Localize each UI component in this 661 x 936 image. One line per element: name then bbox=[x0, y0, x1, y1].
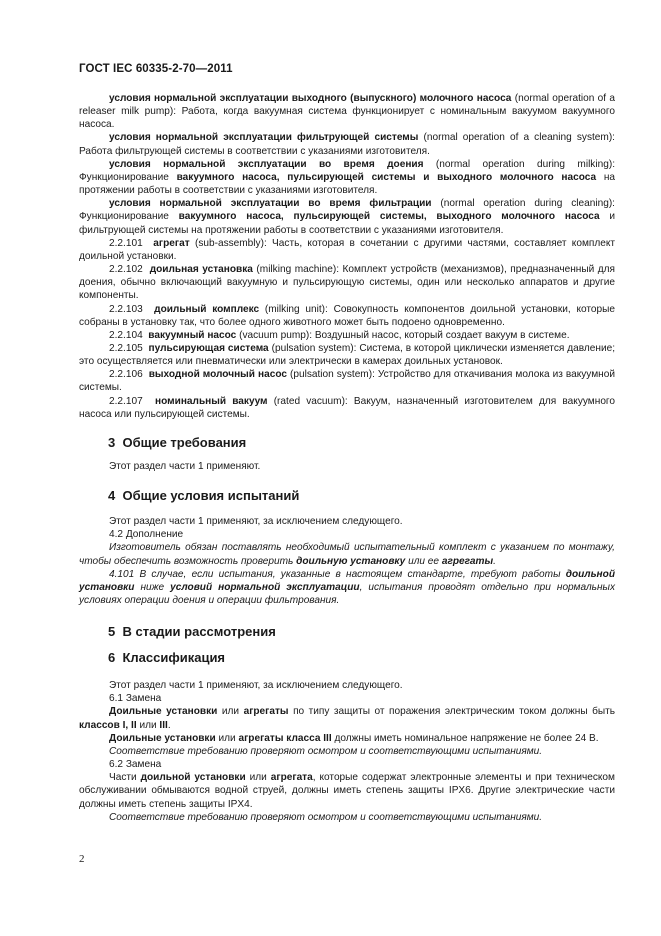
clause-4-2-text: Изготовитель обязан поставлять необходимый испытательный комплект с указанием по монтажу, чтобы обеспечить возможность проверить доильную установку или ее агрегаты. bbox=[79, 542, 615, 567]
clause-6-2-compliance: Соответствие требованию проверяют осмотром и соответствующими испытаниями. bbox=[109, 811, 543, 823]
definition-2-2-105: 2.2.105 пульсирующая система (pulsation system): Система, в которой циклически изменяется давление; это осуществляется или пневматически или электрически в камерах доильных установок. bbox=[79, 342, 616, 368]
definition-2-2-107: 2.2.107 номинальный вакуум (rated vacuum): Вакуум, назначенный изготовителем для вакуумного насоса или пульсирующей системы. bbox=[79, 395, 616, 420]
clause-6-1-text-1: Доильные установки или агрегаты по типу защиты от поражения электрическим током должны быть классов I, II или III. bbox=[79, 706, 615, 731]
section-6-intro: Этот раздел части 1 применяют, за исключением следующего. bbox=[109, 680, 403, 692]
clause-6-2-text: Части доильной установки или агрегата, которые содержат электронные элементы и при техническом обслуживании обмываются водной струей, должны иметь степень защиты IPX6. Другие электрические части должны иметь степень защиты IPX4. bbox=[79, 772, 615, 810]
clause-6-1-compliance: Соответствие требованию проверяют осмотром и соответствующими испытаниями. bbox=[109, 745, 543, 757]
definition-2-2-103: 2.2.103 доильный комплекс (milking unit): Совокупность компонентов доильной установки, которые собраны в установку так, что более одного животного может быть подоено одновременно. bbox=[79, 303, 615, 328]
definition-2-2-104: 2.2.104 вакуумный насос (vacuum pump): Воздушный насос, который создает вакуум в системе. bbox=[109, 329, 570, 341]
section-3-text: Этот раздел части 1 применяют. bbox=[109, 460, 261, 472]
document-body bbox=[79, 92, 615, 824]
section-6-heading: 6 Классификация bbox=[108, 650, 226, 666]
definition-2-2-101: 2.2.101 агрегат (sub-assembly): Часть, которая в сочетании с другими частями, составляет комплект доильной установки. bbox=[79, 237, 616, 262]
clause-6-1-text-2: Доильные установки или агрегаты класса III должны иметь номинальное напряжение не более 24 В. bbox=[109, 732, 599, 744]
definition-releaser-pump-operation: условия нормальной эксплуатации выходного (выпускного) молочного насоса (normal operation of a releaser milk pump): Работа, когда вакуумная система функционирует с номинальным вакуумом вакуумного насоса. bbox=[79, 93, 615, 131]
section-5-heading: 5 В стадии рассмотрения bbox=[108, 624, 276, 640]
section-3-heading: 3 Общие требования bbox=[108, 434, 247, 450]
definition-2-2-102: 2.2.102 доильная установка (milking machine): Комплект устройств (механизмов), предназначенный для доения, обычно включающий вакуумную и пульсирующую системы, один или несколько аппаратов и другие компоненты. bbox=[79, 264, 616, 302]
clause-6-1-title: 6.1 Замена bbox=[109, 693, 162, 705]
clause-4-2-title: 4.2 Дополнение bbox=[109, 529, 184, 541]
document-header: ГОСТ IEC 60335-2-70—2011 bbox=[79, 63, 233, 75]
clause-4-101-text: 4.101 В случае, если испытания, указанные в настоящем стандарте, требуют работы доильной установки ниже условий нормальной эксплуатации, испытания проводят отдельно при нормальных условиях операции доения и операции фильтрования. bbox=[79, 568, 616, 606]
page-number: 2 bbox=[79, 853, 85, 865]
section-4-intro: Этот раздел части 1 применяют, за исключением следующего. bbox=[109, 516, 403, 528]
definition-cleaning-operation: условия нормальной эксплуатации во время фильтрации (normal operation during cleaning): Функционирование вакуумного насоса, пульсирующей системы, выходного молочного насоса и фильтрующей системы на протяжении работы в соответствии с указаниями изготовителя. bbox=[79, 198, 615, 236]
definition-2-2-106: 2.2.106 выходной молочный насос (pulsation system): Устройство для откачивания молока из вакуумной системы. bbox=[79, 369, 615, 394]
definition-milking-operation: условия нормальной эксплуатации во время доения (normal operation during milking): Функционирование вакуумного насоса, пульсирующей системы и выходного молочного насоса на протяжении работы в соответствии с указаниями изготовителя. bbox=[79, 158, 616, 197]
section-4-heading: 4 Общие условия испытаний bbox=[108, 488, 300, 504]
clause-6-2-title: 6.2 Замена bbox=[109, 759, 162, 771]
definition-cleaning-system-operation: условия нормальной эксплуатации фильтрующей системы (normal operation of a cleaning system): Работа фильтрующей системы в соответствии с указаниями изготовителя. bbox=[79, 132, 615, 157]
